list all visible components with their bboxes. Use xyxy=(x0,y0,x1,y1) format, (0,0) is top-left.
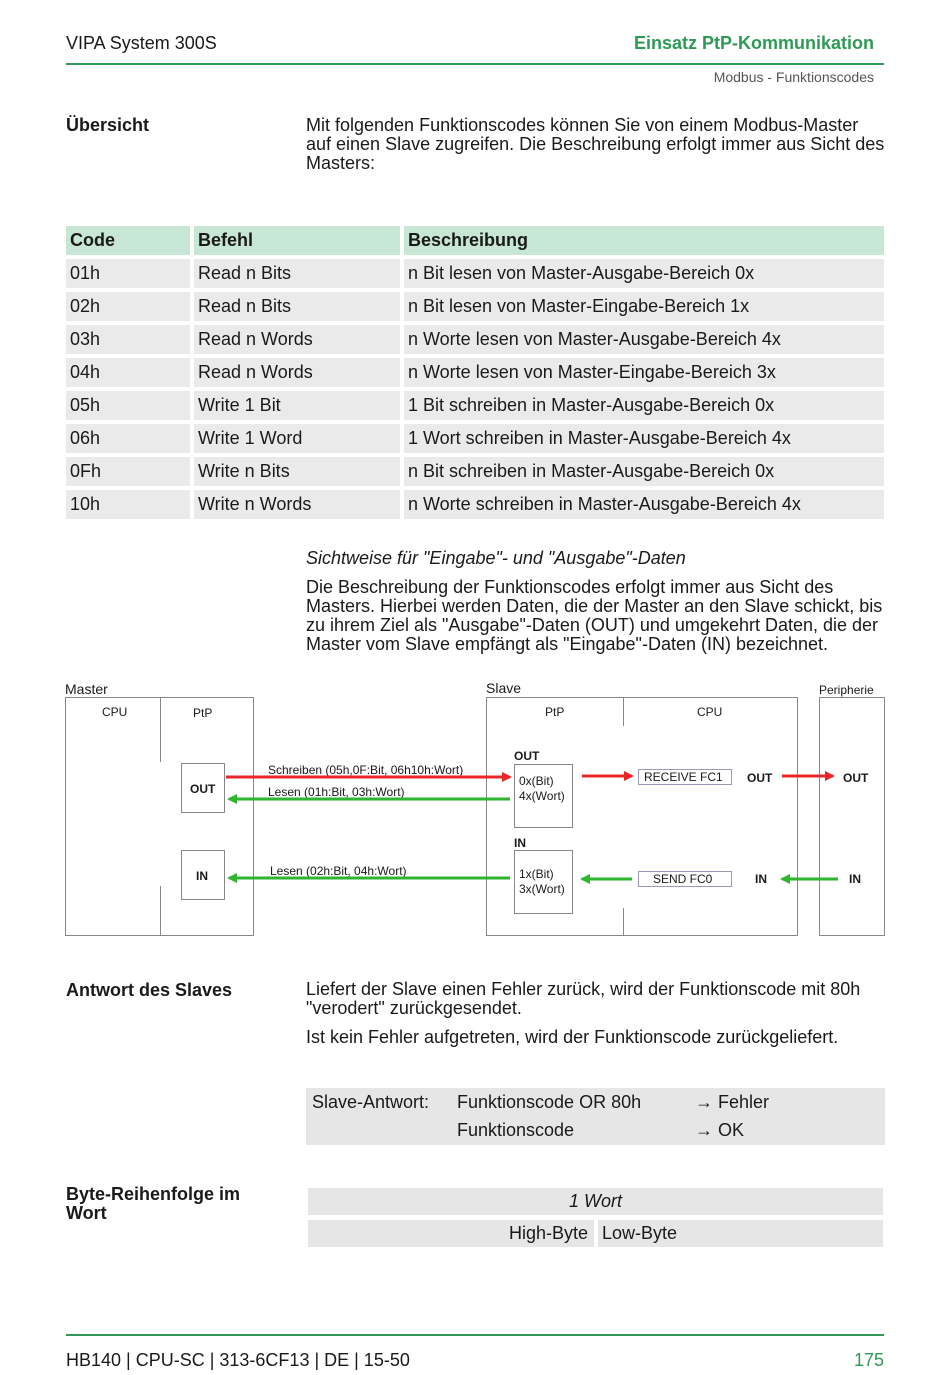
table-cell: 06h xyxy=(66,424,190,453)
master-ptp-label: PtP xyxy=(193,706,213,720)
answer-heading: Antwort des Slaves xyxy=(66,980,233,1000)
receive-fc1-label: RECEIVE FC1 xyxy=(644,770,723,784)
word-cell: 1 Wort xyxy=(308,1188,883,1215)
slave-in-bit: 1x(Bit) xyxy=(519,867,554,881)
table-cell: n Bit lesen von Master-Ausgabe-Bereich 0x xyxy=(404,259,884,288)
byteorder-heading: Byte-Reihenfolge im Wort xyxy=(66,1184,241,1223)
column-header-command: Befehl xyxy=(194,226,400,255)
header-title: VIPA System 300S xyxy=(66,33,217,53)
send-fc0-label: SEND FC0 xyxy=(653,872,713,886)
read-in-arrow-label: Lesen (02h:Bit, 04h:Wort) xyxy=(270,864,407,878)
slave-out-bit: 0x(Bit) xyxy=(519,774,554,788)
table-cell: 02h xyxy=(66,292,190,321)
table-cell: 03h xyxy=(66,325,190,354)
table-cell: Write n Bits xyxy=(194,457,400,486)
master-in-label: IN xyxy=(196,869,208,883)
column-header-code: Code xyxy=(66,226,190,255)
column-header-description: Beschreibung xyxy=(404,226,884,255)
periphery-out-label: OUT xyxy=(843,771,869,785)
answer-text-2: Ist kein Fehler aufgetreten, wird der Funktionscode zurückgeliefert. xyxy=(306,1027,839,1047)
table-cell: 04h xyxy=(66,358,190,387)
slave-answer-ok-result: → OK xyxy=(695,1120,745,1140)
master-cpu-label: CPU xyxy=(102,705,128,719)
table-cell: n Bit schreiben in Master-Ausgabe-Bereich 0x xyxy=(404,457,884,486)
low-byte-label: Low-Byte xyxy=(602,1223,678,1243)
table-cell: Write 1 Bit xyxy=(194,391,400,420)
high-byte-cell xyxy=(308,1220,594,1247)
low-byte-cell xyxy=(598,1220,883,1247)
footer-divider xyxy=(66,1334,884,1336)
table-cell: 1 Wort schreiben in Master-Ausgabe-Bereich 4x xyxy=(404,424,884,453)
chapter-title: Einsatz PtP-Kommunikation xyxy=(633,33,874,53)
peripherie-label: Peripherie xyxy=(819,683,874,697)
page-number: 175 xyxy=(853,1350,884,1370)
table-cell: Read n Words xyxy=(194,325,400,354)
table-cell: 10h xyxy=(66,490,190,519)
master-label: Master xyxy=(65,681,108,697)
slave-cpu-out-label: OUT xyxy=(747,771,773,785)
overview-heading: Übersicht xyxy=(66,115,150,135)
table-cell: n Bit lesen von Master-Eingabe-Bereich 1x xyxy=(404,292,884,321)
table-cell: 01h xyxy=(66,259,190,288)
answer-text-1: Liefert der Slave einen Fehler zurück, wird der Funktionscode mit 80h "verodert" zurückgesendet. xyxy=(306,979,861,1018)
slave-in-heading: IN xyxy=(514,836,526,850)
table-cell: Read n Words xyxy=(194,358,400,387)
section-subtitle: Modbus - Funktionscodes xyxy=(713,69,874,85)
write-arrow-label: Schreiben (05h,0F:Bit, 06h10h:Wort) xyxy=(268,763,464,777)
table-cell: n Worte lesen von Master-Eingabe-Bereich 3x xyxy=(404,358,884,387)
table-cell: n Worte schreiben in Master-Ausgabe-Bereich 4x xyxy=(404,490,884,519)
table-cell: Read n Bits xyxy=(194,259,400,288)
table-cell: 0Fh xyxy=(66,457,190,486)
table-cell: n Worte lesen von Master-Ausgabe-Bereich 4x xyxy=(404,325,884,354)
slave-answer-box xyxy=(306,1088,885,1145)
high-byte-label: High-Byte xyxy=(508,1223,588,1243)
overview-text: Mit folgenden Funktionscodes können Sie von einem Modbus-Master auf einen Slave zugreifen. Die Beschreibung erfolgt immer aus Sicht des Masters: xyxy=(306,115,885,173)
slave-answer-ok-code: Funktionscode xyxy=(457,1120,575,1140)
slave-in-word: 3x(Wort) xyxy=(519,882,565,896)
table-cell: 05h xyxy=(66,391,190,420)
read-out-arrow-label: Lesen (01h:Bit, 03h:Wort) xyxy=(268,785,405,799)
slave-out-heading: OUT xyxy=(514,749,540,763)
slave-label: Slave xyxy=(486,680,522,696)
periphery-in-label: IN xyxy=(849,872,861,886)
footer-document-id: HB140 | CPU-SC | 313-6CF13 | DE | 15-50 xyxy=(66,1350,410,1370)
slave-cpu-label: CPU xyxy=(697,705,723,719)
slave-out-word: 4x(Wort) xyxy=(519,789,565,803)
master-out-label: OUT xyxy=(190,782,216,796)
view-heading: Sichtweise für "Eingabe"- und "Ausgabe"-Daten xyxy=(306,548,686,568)
slave-answer-label: Slave-Antwort: xyxy=(312,1092,430,1112)
slave-answer-error-result: → Fehler xyxy=(695,1092,770,1112)
table-cell: 1 Bit schreiben in Master-Ausgabe-Bereich 0x xyxy=(404,391,884,420)
table-cell: Write n Words xyxy=(194,490,400,519)
view-text: Die Beschreibung der Funktionscodes erfolgt immer aus Sicht des Masters. Hierbei werden Daten, die der Master an den Slave schickt, bis zu ihrem Ziel als "Ausgabe"-Daten (OUT) und umgekehrt Daten, die der Master vom Slave empfängt als "Eingabe"-Daten (IN) bezeichnet. xyxy=(306,577,883,654)
table-cell: Write 1 Word xyxy=(194,424,400,453)
slave-ptp-label: PtP xyxy=(545,705,565,719)
slave-cpu-in-label: IN xyxy=(755,872,767,886)
table-cell: Read n Bits xyxy=(194,292,400,321)
slave-answer-error-code: Funktionscode OR 80h xyxy=(457,1092,642,1112)
